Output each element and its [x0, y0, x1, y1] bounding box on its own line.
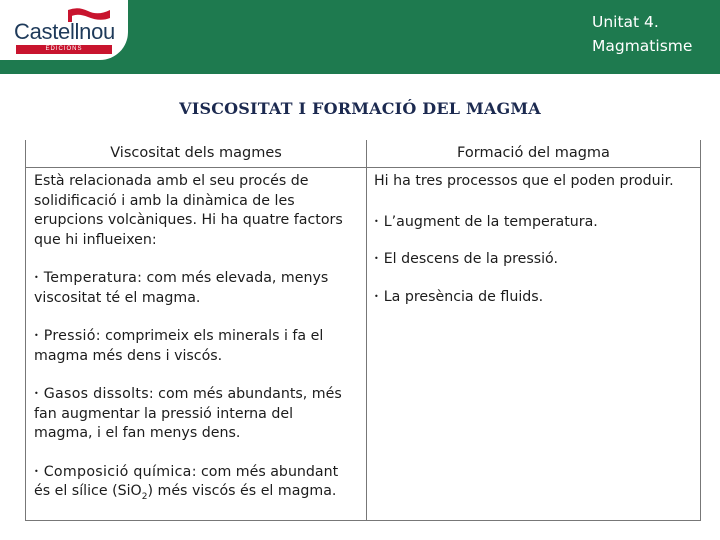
formation-column	[374, 172, 692, 307]
column-header-formation: Formació del magma	[457, 145, 610, 161]
unit-number: Unitat 4.	[592, 13, 659, 31]
factor-term: Temperatura	[43, 270, 138, 286]
bullet-icon: •	[34, 389, 39, 398]
page-title: VISCOSITAT I FORMACIÓ DEL MAGMA	[179, 99, 541, 118]
process-item	[374, 212, 692, 233]
content-table	[25, 140, 701, 521]
bullet-icon: •	[34, 331, 39, 340]
formula-subscript: 2	[141, 491, 148, 502]
factor-term: Gasos dissolts	[43, 386, 149, 402]
process-text: L’augment de la temperatura.	[383, 213, 598, 230]
process-item	[374, 287, 692, 308]
logo-subtitle: EDICIONS	[16, 45, 112, 54]
factor-text-end: ) més viscós és el magma.	[147, 483, 337, 499]
factor-text: : com més elevada, menys viscositat té el magma.	[34, 270, 329, 306]
factor-text: : com més abundants, més fan augmentar la pressió interna del magma, i el fan menys dens.	[34, 386, 342, 441]
factor-term: Pressió	[43, 328, 96, 344]
factor-item	[34, 268, 356, 308]
unit-label	[592, 10, 710, 58]
factor-item	[34, 326, 356, 366]
factor-item	[34, 462, 356, 508]
publisher-logo	[0, 0, 128, 60]
process-text: El descens de la pressió.	[383, 251, 558, 267]
bullet-icon: •	[374, 291, 379, 301]
factor-text: : comprimeix els minerals i fa el magma més dens i viscós.	[34, 328, 324, 364]
factor-term: Composició química	[43, 463, 192, 480]
bullet-icon: •	[374, 216, 379, 226]
logo-wordmark: Castellnou	[14, 19, 115, 44]
bullet-icon: •	[34, 466, 39, 476]
viscosity-intro: Està relacionada amb el seu procés de solidificació i amb la dinàmica de les erupcions volcàniques. Hi ha quatre factors que hi influeixen:	[34, 173, 343, 248]
column-header-viscosity: Viscositat dels magmes	[110, 145, 282, 161]
factor-text: : com més abundant és el sílice (SiO	[34, 463, 339, 499]
process-item	[374, 249, 692, 270]
column-divider	[366, 140, 367, 520]
header-band	[0, 0, 720, 74]
process-text: La presència de fluids.	[383, 288, 544, 305]
viscosity-column	[34, 172, 356, 507]
factor-item	[34, 384, 356, 444]
formation-intro: Hi ha tres processos que el poden produir.	[374, 173, 674, 189]
bullet-icon: •	[374, 254, 379, 263]
unit-topic: Magmatisme	[592, 37, 693, 55]
bullet-icon: •	[34, 273, 39, 282]
header-divider	[26, 167, 700, 168]
